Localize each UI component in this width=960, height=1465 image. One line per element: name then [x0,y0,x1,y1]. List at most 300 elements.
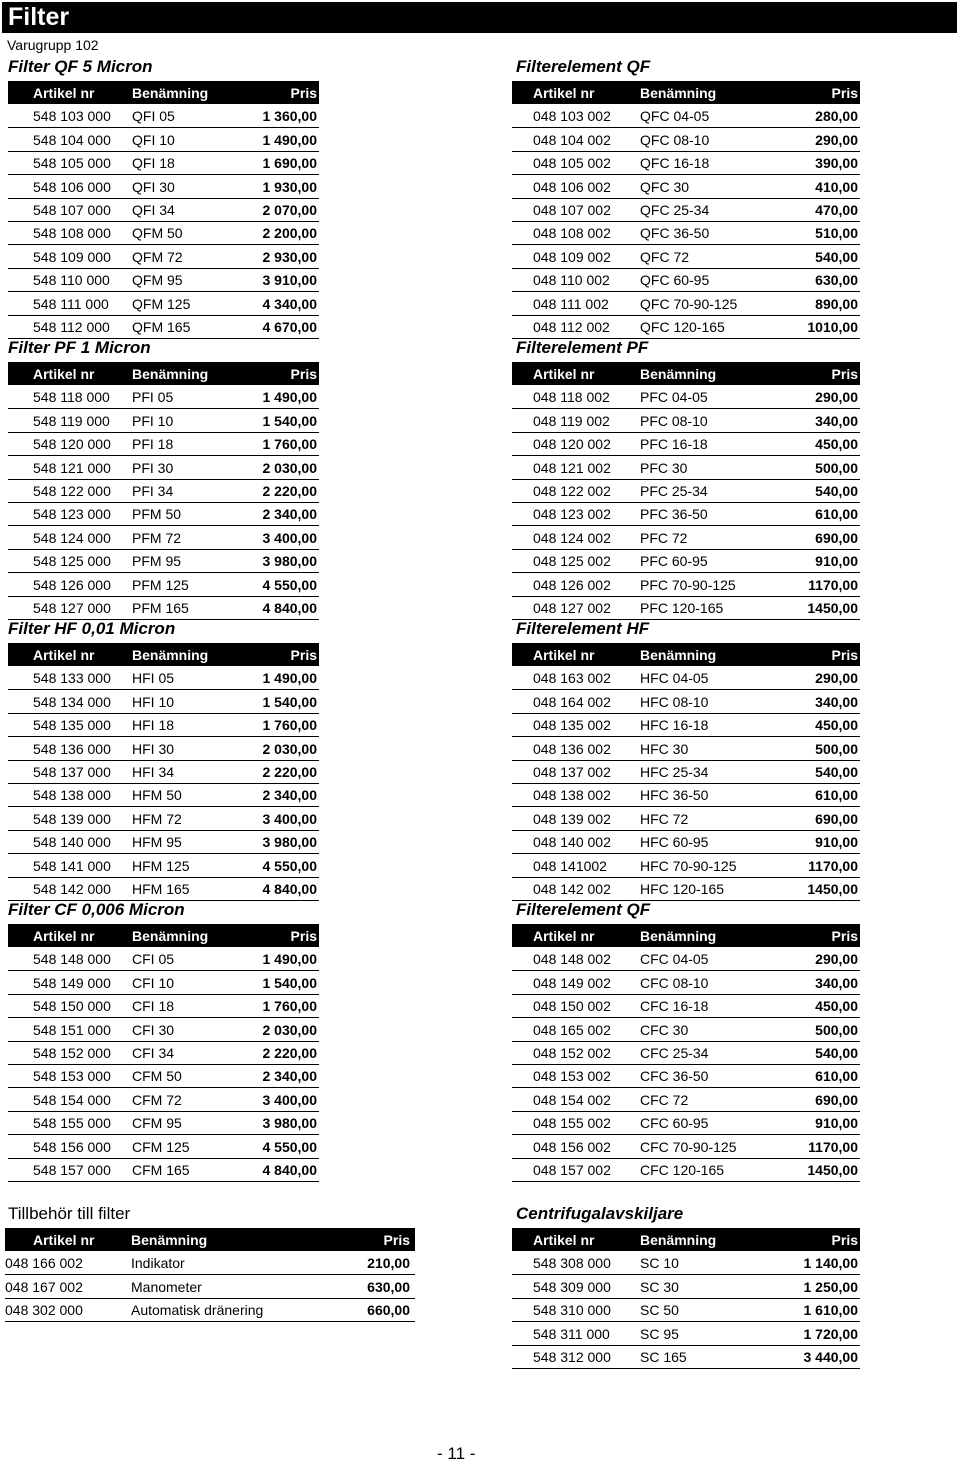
description: CFI 10 [132,974,175,991]
price: 540,00 [815,248,858,265]
price: 2 070,00 [262,202,317,218]
table-row [512,385,860,409]
table-header [512,362,860,385]
table-header [512,81,860,104]
article-number: 548 148 000 [33,951,111,968]
price: 2 030,00 [262,459,317,476]
table-row [8,315,319,339]
section-title: Filterelement HF [516,619,650,638]
header-price: Pris [290,928,317,944]
table-row [8,268,319,292]
article-number: 548 119 000 [33,412,110,429]
article-number: 548 139 000 [33,810,111,827]
article-number: 048 154 002 [533,1091,611,1108]
article-number: 048 136 002 [533,740,611,757]
table-row [8,690,319,714]
article-number: 548 150 000 [33,998,111,1015]
price: 690,00 [815,810,858,827]
description: PFC 04-05 [640,389,708,406]
table-row [512,456,860,480]
description: SC 95 [640,1325,679,1342]
table-row [512,1322,860,1346]
article-number: 548 109 000 [33,248,111,265]
article-number: 548 308 000 [533,1255,611,1272]
article-number: 548 310 000 [533,1302,611,1319]
price: 4 550,00 [262,576,317,593]
header-price: Pris [831,1232,858,1248]
article-number: 048 140 002 [533,834,611,851]
article-number: 048 119 002 [533,412,610,429]
table-row [512,1018,860,1042]
article-number: 548 126 000 [33,576,111,593]
description: HFC 70-90-125 [640,857,737,874]
table-row [512,807,860,831]
table-row [8,666,319,690]
header-article-number: Artikel nr [33,1232,95,1248]
article-number: 048 103 002 [533,108,611,125]
product-group: Varugrupp 102 [7,37,99,53]
price: 2 340,00 [262,787,317,804]
header-description: Benämning [132,647,209,663]
table-row [512,1111,860,1135]
price: 690,00 [815,529,858,546]
description: CFI 34 [132,1045,175,1061]
table-header [512,924,860,947]
price: 540,00 [815,1045,858,1061]
price: 2 220,00 [262,764,317,780]
table-row [8,1088,319,1112]
description: QFC 30 [640,178,690,195]
table-header [8,362,319,385]
description: SC 10 [640,1255,679,1272]
price: 2 220,00 [262,1045,317,1061]
price: 3 400,00 [262,529,317,546]
description: PFC 25-34 [640,483,708,499]
table-row [512,315,860,339]
table-row [512,1064,860,1088]
price: 1 490,00 [262,951,317,968]
table-row [512,690,860,714]
price: 4 840,00 [262,1162,317,1178]
article-number: 548 135 000 [33,717,111,734]
article-number: 548 149 000 [33,974,111,991]
article-number: 548 108 000 [33,225,111,242]
article-number: 048 106 002 [533,178,611,195]
table-header [512,643,860,666]
price: 450,00 [815,998,858,1015]
description: QFI 05 [132,108,175,125]
description: HFC 60-95 [640,834,709,851]
article-number: 048 120 002 [533,436,611,453]
price: 500,00 [815,740,858,757]
price: 1 540,00 [262,974,317,991]
description: CFC 08-10 [640,974,709,991]
description: CFC 16-18 [640,998,709,1015]
header-description: Benämning [640,85,717,101]
price: 1 490,00 [262,389,317,406]
article-number: 548 154 000 [33,1091,111,1108]
table-row [512,737,860,761]
article-number: 048 138 002 [533,787,611,804]
price: 450,00 [815,436,858,453]
article-number: 548 137 000 [33,764,111,780]
description: CFC 120-165 [640,1162,725,1178]
price: 690,00 [815,1091,858,1108]
description: HFC 08-10 [640,693,709,710]
article-number: 048 153 002 [533,1068,611,1085]
table-row [512,479,860,503]
description: HFM 72 [132,810,182,827]
price: 3 980,00 [262,1115,317,1132]
article-number: 048 135 002 [533,717,611,734]
table-row [512,432,860,456]
page-title-bar [2,2,957,33]
header-article-number: Artikel nr [533,1232,595,1248]
table-row [512,175,860,199]
section-title: Tillbehör till filter [8,1204,131,1223]
description: HFC 120-165 [640,881,725,897]
page-title: Filter [8,3,70,31]
article-number: 048 105 002 [533,155,611,172]
price: 2 220,00 [262,483,317,499]
description: QFC 25-34 [640,202,710,218]
header-article-number: Artikel nr [533,928,595,944]
description: CFM 165 [132,1162,190,1178]
description: CFC 36-50 [640,1068,709,1085]
price: 1 930,00 [262,178,317,195]
description: QFM 165 [132,319,191,335]
description: PFM 72 [132,529,182,546]
article-number: 048 108 002 [533,225,611,242]
description: QFI 18 [132,155,175,172]
description: HFC 04-05 [640,670,709,687]
table-row [8,175,319,199]
price: 890,00 [815,295,858,312]
article-number: 548 140 000 [33,834,111,851]
article-number: 048 137 002 [533,764,611,780]
table-row [5,1251,415,1275]
description: PFC 70-90-125 [640,576,736,593]
price: 2 030,00 [262,1021,317,1038]
article-number: 548 157 000 [33,1162,111,1178]
table-row [512,994,860,1018]
description: PFC 60-95 [640,553,708,570]
table-row [8,385,319,409]
description: CFC 25-34 [640,1045,709,1061]
description: PFI 05 [132,389,174,406]
price: 2 200,00 [262,225,317,242]
description: QFM 50 [132,225,183,242]
header-price: Pris [831,647,858,663]
price: 290,00 [815,951,858,968]
article-number: 048 127 002 [533,600,611,616]
table-row [8,807,319,831]
table-row [8,128,319,152]
table-header [512,1228,860,1251]
article-number: 048 156 002 [533,1138,611,1155]
table-row [8,104,319,128]
article-number: 548 155 000 [33,1115,111,1132]
table-row [8,1158,319,1182]
header-article-number: Artikel nr [33,928,95,944]
header-article-number: Artikel nr [533,647,595,663]
price: 1 720,00 [803,1325,858,1342]
article-number: 548 107 000 [33,202,111,218]
article-number: 048 125 002 [533,553,611,570]
article-number: 048 152 002 [533,1045,611,1061]
price: 4 550,00 [262,857,317,874]
article-number: 548 151 000 [33,1021,111,1038]
table-row [8,760,319,784]
header-description: Benämning [132,366,209,382]
description: PFC 36-50 [640,506,708,523]
header-description: Benämning [640,366,717,382]
description: HFM 50 [132,787,182,804]
article-number: 548 141 000 [33,857,111,874]
price: 1 540,00 [262,412,317,429]
table-row [512,526,860,550]
header-article-number: Artikel nr [33,366,95,382]
price: 3 980,00 [262,553,317,570]
table-header [8,924,319,947]
table-row [512,198,860,222]
table-row [8,245,319,269]
header-description: Benämning [132,85,209,101]
price: 3 980,00 [262,834,317,851]
table-row [8,1111,319,1135]
price: 4 550,00 [262,1138,317,1155]
article-number: 048 109 002 [533,248,611,265]
table-row [8,994,319,1018]
article-number: 048 110 002 [533,272,610,289]
description: PFI 10 [132,412,174,429]
article-number: 048 302 000 [5,1302,83,1319]
table-row [512,151,860,175]
table-row [512,760,860,784]
table-row [512,549,860,573]
description: QFM 72 [132,248,183,265]
description: CFC 72 [640,1091,689,1108]
description: QFC 16-18 [640,155,710,172]
table-row [512,1041,860,1065]
article-number: 548 122 000 [33,483,111,499]
description: Indikator [131,1255,185,1272]
table-row [8,526,319,550]
price: 1 490,00 [262,131,317,148]
description: CFC 30 [640,1021,689,1038]
article-number: 548 311 000 [533,1325,610,1342]
article-number: 048 124 002 [533,529,611,546]
price: 340,00 [815,974,858,991]
table-row [512,666,860,690]
article-number: 548 136 000 [33,740,111,757]
article-number: 048 157 002 [533,1162,611,1178]
table-row [8,971,319,995]
description: CFM 72 [132,1091,182,1108]
price: 2 340,00 [262,506,317,523]
description: Manometer [131,1278,202,1295]
description: HFI 10 [132,693,175,710]
price: 280,00 [815,108,858,125]
price: 500,00 [815,459,858,476]
header-price: Pris [290,366,317,382]
description: QFC 70-90-125 [640,295,738,312]
price: 500,00 [815,1021,858,1038]
header-description: Benämning [640,1232,717,1248]
price: 290,00 [815,131,858,148]
header-article-number: Artikel nr [33,647,95,663]
description: PFM 125 [132,576,189,593]
table-row [8,854,319,878]
description: CFI 18 [132,998,175,1015]
price: 4 340,00 [262,295,317,312]
article-number: 548 124 000 [33,529,111,546]
article-number: 048 148 002 [533,951,611,968]
description: HFC 25-34 [640,764,709,780]
table-row [512,1275,860,1299]
article-number: 048 123 002 [533,506,611,523]
price: 630,00 [815,272,858,289]
price: 470,00 [815,202,858,218]
table-row [8,1135,319,1159]
description: HFC 72 [640,810,689,827]
price: 610,00 [815,506,858,523]
description: SC 50 [640,1302,679,1319]
price: 390,00 [815,155,858,172]
description: PFI 18 [132,436,174,453]
description: PFM 50 [132,506,182,523]
article-number: 548 106 000 [33,178,111,195]
table-row [8,479,319,503]
price: 410,00 [815,178,858,195]
table-row [512,971,860,995]
table-row [512,104,860,128]
article-number: 548 125 000 [33,553,111,570]
price: 450,00 [815,717,858,734]
description: CFC 70-90-125 [640,1138,737,1155]
article-number: 048 142 002 [533,881,611,897]
article-number: 048 111 002 [533,295,609,312]
description: HFM 165 [132,881,190,897]
description: QFC 72 [640,248,690,265]
price: 1 250,00 [803,1278,858,1295]
price: 1 360,00 [262,108,317,125]
price: 3 440,00 [803,1349,858,1365]
header-description: Benämning [131,1232,208,1248]
price: 1 610,00 [803,1302,858,1319]
table-row [512,573,860,597]
table-row [512,713,860,737]
description: PFC 30 [640,459,688,476]
description: PFC 08-10 [640,412,708,429]
table-row [8,549,319,573]
price: 340,00 [815,693,858,710]
description: CFC 60-95 [640,1115,709,1132]
table-row [5,1275,415,1299]
header-price: Pris [290,85,317,101]
article-number: 548 312 000 [533,1349,611,1365]
price: 1 760,00 [262,998,317,1015]
description: CFM 50 [132,1068,182,1085]
article-number: 048 155 002 [533,1115,611,1132]
article-number: 048 126 002 [533,576,611,593]
section-title: Filterelement QF [516,57,651,76]
price: 1 540,00 [262,693,317,710]
article-number: 548 123 000 [33,506,111,523]
table-row [512,596,860,620]
table-row [512,292,860,316]
price: 1170,00 [808,1138,858,1155]
table-header [8,643,319,666]
article-number: 548 134 000 [33,693,111,710]
description: QFC 60-95 [640,272,710,289]
price: 910,00 [815,553,858,570]
table-row [8,830,319,854]
table-row [8,151,319,175]
description: PFM 165 [132,600,189,616]
table-row [512,221,860,245]
table-row [512,877,860,901]
article-number: 048 118 002 [533,389,610,406]
table-row [512,1158,860,1182]
article-number: 048 166 002 [5,1255,83,1272]
header-article-number: Artikel nr [33,85,95,101]
price: 510,00 [815,225,858,242]
article-number: 548 105 000 [33,155,111,172]
price: 1450,00 [807,881,858,897]
price: 4 840,00 [262,600,317,616]
article-number: 548 152 000 [33,1045,111,1061]
article-number: 548 142 000 [33,881,111,897]
header-article-number: Artikel nr [533,85,595,101]
price: 1 760,00 [262,717,317,734]
description: QFI 10 [132,131,175,148]
price: 540,00 [815,764,858,780]
price: 210,00 [367,1255,410,1272]
table-row [512,1088,860,1112]
article-number: 548 118 000 [33,389,110,406]
description: QFM 125 [132,295,191,312]
description: PFC 72 [640,529,688,546]
table-row [512,409,860,433]
table-row [8,783,319,807]
table-row [8,947,319,971]
article-number: 048 165 002 [533,1021,611,1038]
price: 910,00 [815,1115,858,1132]
price: 1010,00 [807,319,858,335]
description: CFI 05 [132,951,175,968]
description: QFI 30 [132,178,175,195]
table-row [512,783,860,807]
section-title: Filter CF 0,006 Micron [8,900,185,919]
article-number: 048 112 002 [533,319,610,335]
price: 660,00 [367,1302,410,1319]
article-number: 048 122 002 [533,483,611,499]
price: 1 760,00 [262,436,317,453]
table-row [512,1135,860,1159]
section-title: Filterelement PF [516,338,649,357]
table-row [512,947,860,971]
table-row [8,221,319,245]
description: QFM 95 [132,272,183,289]
price: 1 490,00 [262,670,317,687]
description: CFM 125 [132,1138,190,1155]
article-number: 548 309 000 [533,1278,611,1295]
price: 610,00 [815,787,858,804]
price: 3 910,00 [262,272,317,289]
table-row [8,198,319,222]
price: 1 140,00 [803,1255,858,1272]
